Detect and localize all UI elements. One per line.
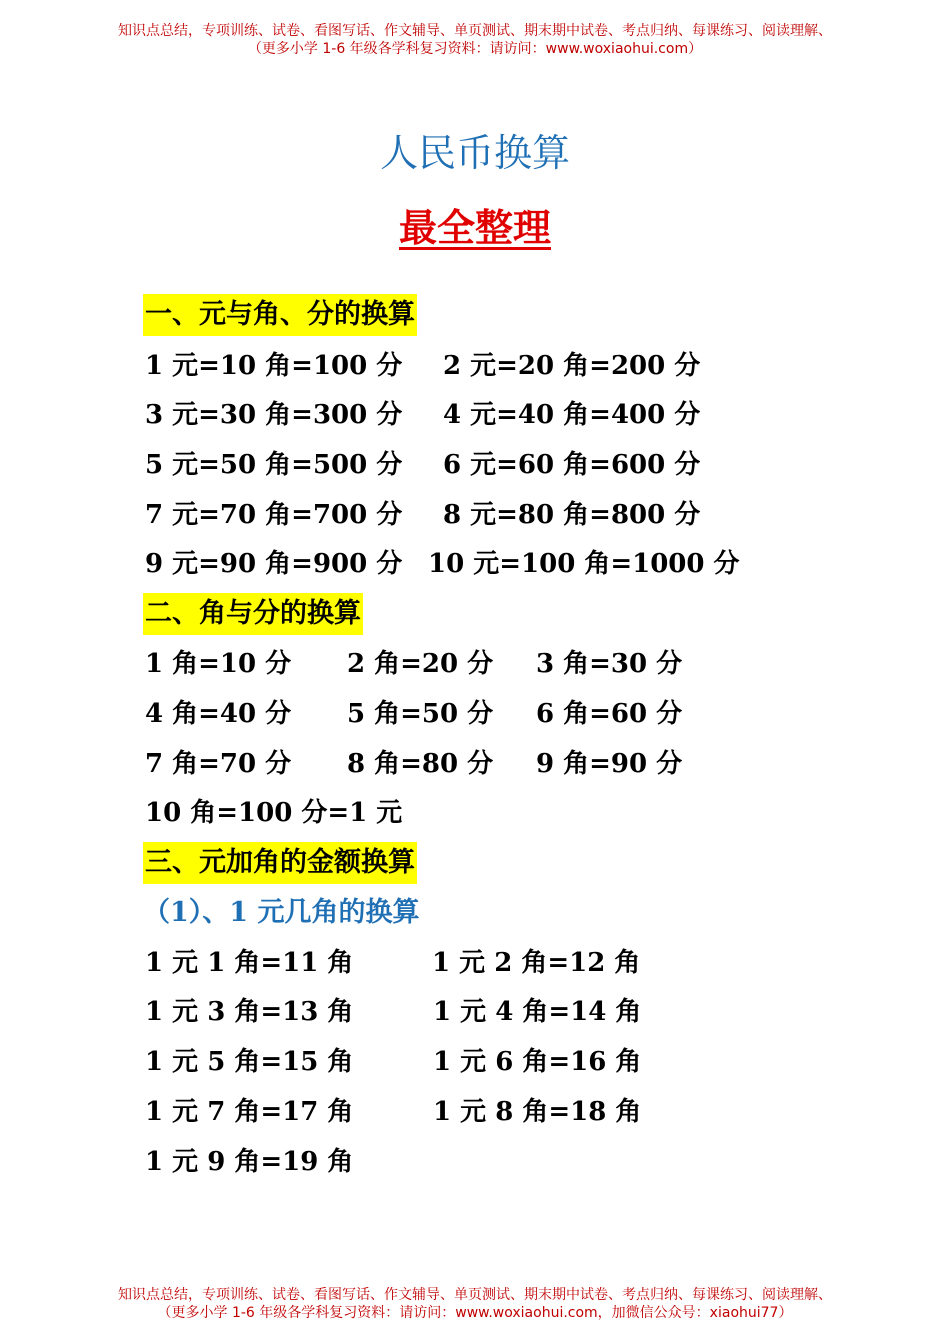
conversion-cell: 1 元 7 角=17 角 [145,1097,354,1127]
table-row [0,495,950,535]
table-row [0,793,950,833]
table-row [0,644,950,684]
table-row [0,1092,950,1132]
header-line-1: 知识点总结，专项训练、试卷、看图写话、作文辅导、单页测试、期末期中试卷、考点归纳、每课练习、阅读理解、 [118,23,832,39]
conversion-cell: 4 元=40 角=400 分 [443,400,701,430]
conversion-cell: 6 角=60 分 [536,699,683,729]
conversion-cell: 1 元 4 角=14 角 [433,997,642,1027]
conversion-cell: 5 元=50 角=500 分 [145,450,403,480]
conversion-cell: 1 元 8 角=18 角 [433,1097,642,1127]
header-line-2: （更多小学 1-6 年级各学科复习资料：请访问：www.woxiaohui.com） [247,41,703,57]
section-heading-yuan-plus-jiao: 三、元加角的金额换算 [143,842,417,884]
conversion-cell: 6 元=60 角=600 分 [443,450,701,480]
page-subtitle [0,205,950,251]
conversion-cell: 7 角=70 分 [145,749,292,779]
conversion-cell: 9 元=90 角=900 分 [145,549,403,579]
subsection-heading: （1）、1 元几角的换算 [143,897,420,928]
conversion-cell: 3 角=30 分 [536,649,683,679]
table-row [0,1042,950,1082]
table-row [0,346,950,386]
conversion-cell: 1 元=10 角=100 分 [145,351,403,381]
conversion-cell: 3 元=30 角=300 分 [145,400,403,430]
section-heading-yuan-jiao-fen: 一、元与角、分的换算 [143,294,417,336]
conversion-cell: 1 元 9 角=19 角 [145,1147,354,1177]
conversion-cell: 1 元 3 角=13 角 [145,997,354,1027]
table-row [0,744,950,784]
conversion-cell: 1 元 6 角=16 角 [433,1047,642,1077]
conversion-cell: 10 元=100 角=1000 分 [428,549,740,579]
conversion-cell: 1 元 1 角=11 角 [145,948,354,978]
conversion-cell: 9 角=90 分 [536,749,683,779]
table-row [0,992,950,1032]
table-row [0,943,950,983]
conversion-cell: 8 元=80 角=800 分 [443,500,701,530]
section-heading-jiao-fen: 二、角与分的换算 [143,593,363,635]
page-subtitle-text: 最全整理 [398,206,551,250]
table-row [0,445,950,485]
conversion-cell: 1 元 2 角=12 角 [432,948,641,978]
footer-line-1: 知识点总结，专项训练、试卷、看图写话、作文辅导、单页测试、期末期中试卷、考点归纳、每课练习、阅读理解、 [118,1287,832,1303]
table-row [0,1142,950,1182]
conversion-cell: 5 角=50 分 [347,699,494,729]
table-row [0,544,950,584]
conversion-cell: 1 元 5 角=15 角 [145,1047,354,1077]
page-title: 人民币换算 [379,131,570,175]
footer-line-2: （更多小学 1-6 年级各学科复习资料：请访问：www.woxiaohui.com，加微信公众号：xiaohui77） [157,1305,793,1321]
conversion-cell: 7 元=70 角=700 分 [145,500,403,530]
table-row [0,395,950,435]
conversion-cell: 1 角=10 分 [145,649,292,679]
conversion-cell: 2 元=20 角=200 分 [443,351,701,381]
conversion-cell: 2 角=20 分 [347,649,494,679]
conversion-cell: 8 角=80 分 [347,749,494,779]
conversion-cell: 4 角=40 分 [145,699,292,729]
table-row [0,694,950,734]
conversion-cell: 10 角=100 分=1 元 [145,798,403,828]
